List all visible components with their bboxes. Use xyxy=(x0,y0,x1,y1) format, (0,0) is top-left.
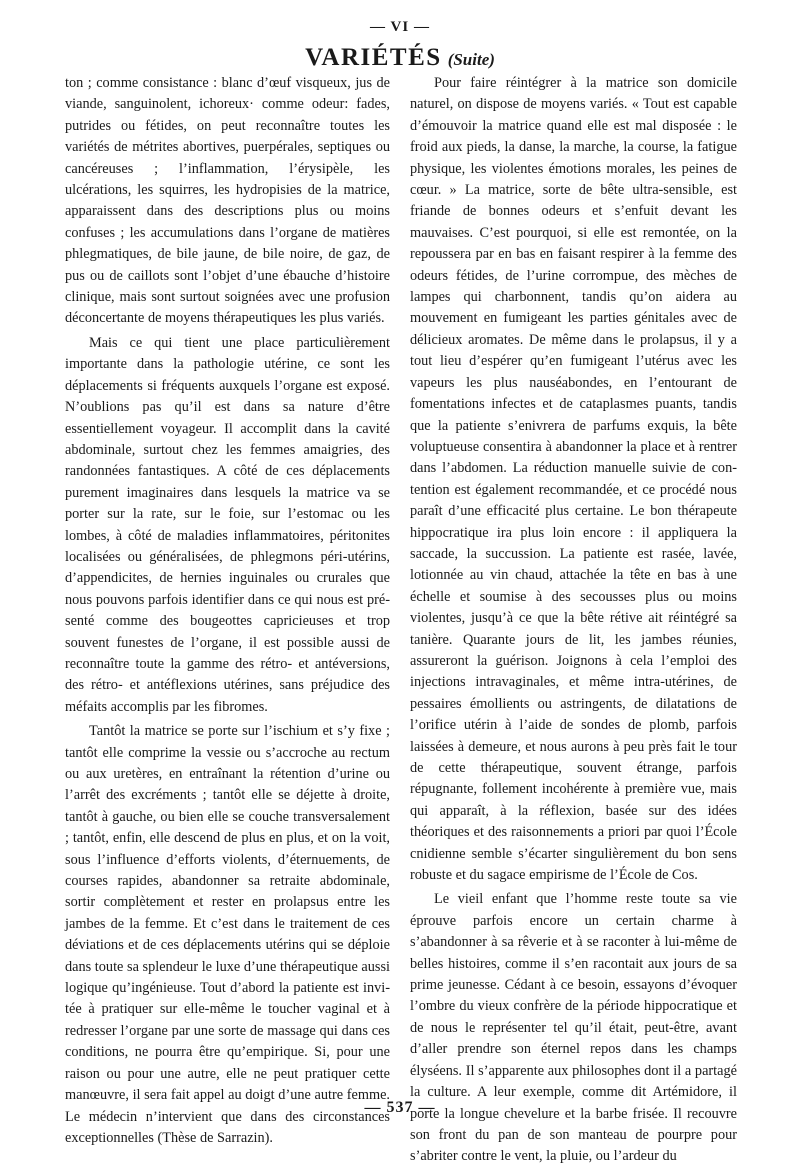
section-title xyxy=(0,44,800,75)
paragraph: Tantôt la matrice se porte sur l’ischium et s’y fixe ; tantôt elle comprime la vessie ou s’accroche au rectum ou aux uretères, en entraînant la rétention d’urine ou l’arrêt des excréments ; tantôt elle se déjette à droite, tantôt à gauche, ou bien elle se couche transversalement ; tantôt, enfin, elle descend de plus en plus, et on la voit, sous l’influence d’efforts violents, d’éternuements, de courses rapides, abandonner sa retraite abdominale, sortir complètement et rester en prolapsus entre les jambes de la femme. Et c’est dans le traitement de ces déviations et de ces déplacements utérins qui se déploie dans toute sa splendeur le luxe d’une thérapeutique aussi logique qu’ingénieuse. Tout d’abord la patiente est invitée à pratiquer sur elle-même le toucher vaginal et à redresser l’organe par une sorte de massage qui dans ces conditions, ne pourra être qu’empirique. Si, pour une raison ou pour une autre, elle ne peut pratiquer cette manœuvre, il sera fait appel au doigt d’une autre femme. Le médecin n’intervient que dans des circonstances exceptionnelles (Thèse de Sarrazin). xyxy=(65,723,390,1146)
left-column xyxy=(65,73,390,1146)
paragraph: Pour faire réintégrer à la matrice son domicile naturel, on dispose de moyens variés. « Tout est capable d’émouvoir la matrice quand elle est mal disposée : le froid aux pieds, la danse, la marche, la course, la fatigue physique, les violentes émotions morales, les peines de cœur. » La matrice, sorte de bête ultra-sensible, est friande de bonnes odeurs et s’enfuit devant les mauvaises. C’est pourquoi, si elle est remontée, on la repoussera par en bas en faisant respirer à la femme des odeurs fétides, de l’urine corrompue, des mèches de lampes qui charbonnent, tandis qu’on aidera au mouvement en fumigeant les parties génitales avec de délicieux aromates. De même dans le prolapsus, il y a tout lieu d’espérer qu’en fumigeant l’utérus avec les vapeurs les plus nauséabondes, en l’entourant de fomentations infectes et de cataplasmes puants, tandis que la patiente s’enivrera de parfums exquis, la bête voluptueuse consentira à abandonner la place et à rentrer dans l’abdomen. La réduction manuelle suivie de contention est également recommandée, et ce procédé nous paraît d’une efficacité plus certaine. Le bon thérapeute hippocratique ira plus loin encore : il appliquera la saccade, la succussion. La patiente est rasée, lavée, lotionnée au vin chaud, attachée la tête en bas à une échelle et soumise à des secousses plus ou moins violentes, jusqu’à ce que la bête rétive ait réintégré sa tanière. Quarante jours de lit, les jambes réunies, assureront la guérison. Joignons à cela l’emploi des injections intravaginales, et même intra-utérines, de pessaires émollients ou astringents, de dilatations de l’orifice utérin à l’aide de sondes de plomb, parfois laissées à demeure, et nous aurons à peu près fait le tour de cette thérapeutique, souvent étrange, parfois répugnante, follement incohérente à première vue, mais qui apparaît, à la réflexion, basée sur des idées théoriques et des raisonnements a priori par quoi l’École cnidienne semble s’écarter singulièrement du bon sens robuste et du sagace empirisme de l’École de Cos. xyxy=(410,75,737,884)
section-title-text: VARIÉTÉS xyxy=(305,44,442,71)
section-title-suffix: (Suite) xyxy=(447,50,495,69)
paragraph: Mais ce qui tient une place particulièrement importante dans la pathologie utérine, ce sont les déplacements si fréquents auxquels l’organe est exposé. N’oublions pas qu’il est dans sa nature d’être essentiellement voyageur. Il accomplit dans la cavité abdominale, surtout chez les femmes amaigries, des randonnées fantastiques. A côté de ces déplacements purement imaginaires dans lesquels la matrice va se porter sur la rate, sur le foie, sur l’estomac ou les lombes, à côté de maladies inflammatoires, péritonites localisées ou généralisées, de phlegmons péri-utérins, d’appendicites, de hernies inguinales ou crurales que nous pouvons parfois identifier dans ce qui nous est présenté comme des bougeottes capricieuses et trop souvent funestes de l’organe, il est possible aussi de reconnaître toute la gamme des rétro- et antéversions, des rétro- et antéflexions utérines, sans préjudice des méfaits accomplis par les fibromes. xyxy=(65,334,390,715)
paragraph: ton ; comme consistance : blanc d’œuf visqueux, jus de viande, sanguinolent, ichoreux· comme odeur: fades, putrides ou fétides, on peut reconnaître toutes les variétés de métrites abortives, puerpérales, septiques ou cancéreuses ; l’inflammation, l’érysipèle, les ulcérations, les squirres, les hydropisies de la matrice, apparaissent dans des descriptions plus ou moins confuses ; les accumulations dans l’organe de matières phlegmatiques, de bile jaune, de bile noire, de gaz, de pus ou de caillots sont l’objet d’une ébauche d’histoire clinique, mais sont surtout soignées avec une profusion déconcertante de moyens thérapeutiques les plus variés. xyxy=(65,75,390,327)
page-number: — 537 — xyxy=(364,1099,436,1116)
paragraph: Le vieil enfant que l’homme reste toute sa vie éprouve parfois encore un certain charme à s’abandonner à sa rêverie et à se raconter à lui-même de belles histoires, comme il s’en racontait aux jours de sa prime jeunesse. Cédant à ce besoin, essayons d’évoquer l’ombre du vieux confrère de la période hippocratique et de nous le représenter tel qu’il était, peut-être, avant d’aller prendre son éternel repos dans les champs élyséens. Il s’apparente aux philosophes dont il a partagé la culture. A leur exemple, comme dit Artémidore, il porte la longue chevelure et la barbe frisée. Il recouvre son front du pan de son manteau de pourpre pour s’abriter contre le vent, la pluie, ou l’ardeur du xyxy=(410,891,737,1165)
section-page-roman: — VI — xyxy=(370,19,430,35)
right-column xyxy=(410,73,737,1165)
